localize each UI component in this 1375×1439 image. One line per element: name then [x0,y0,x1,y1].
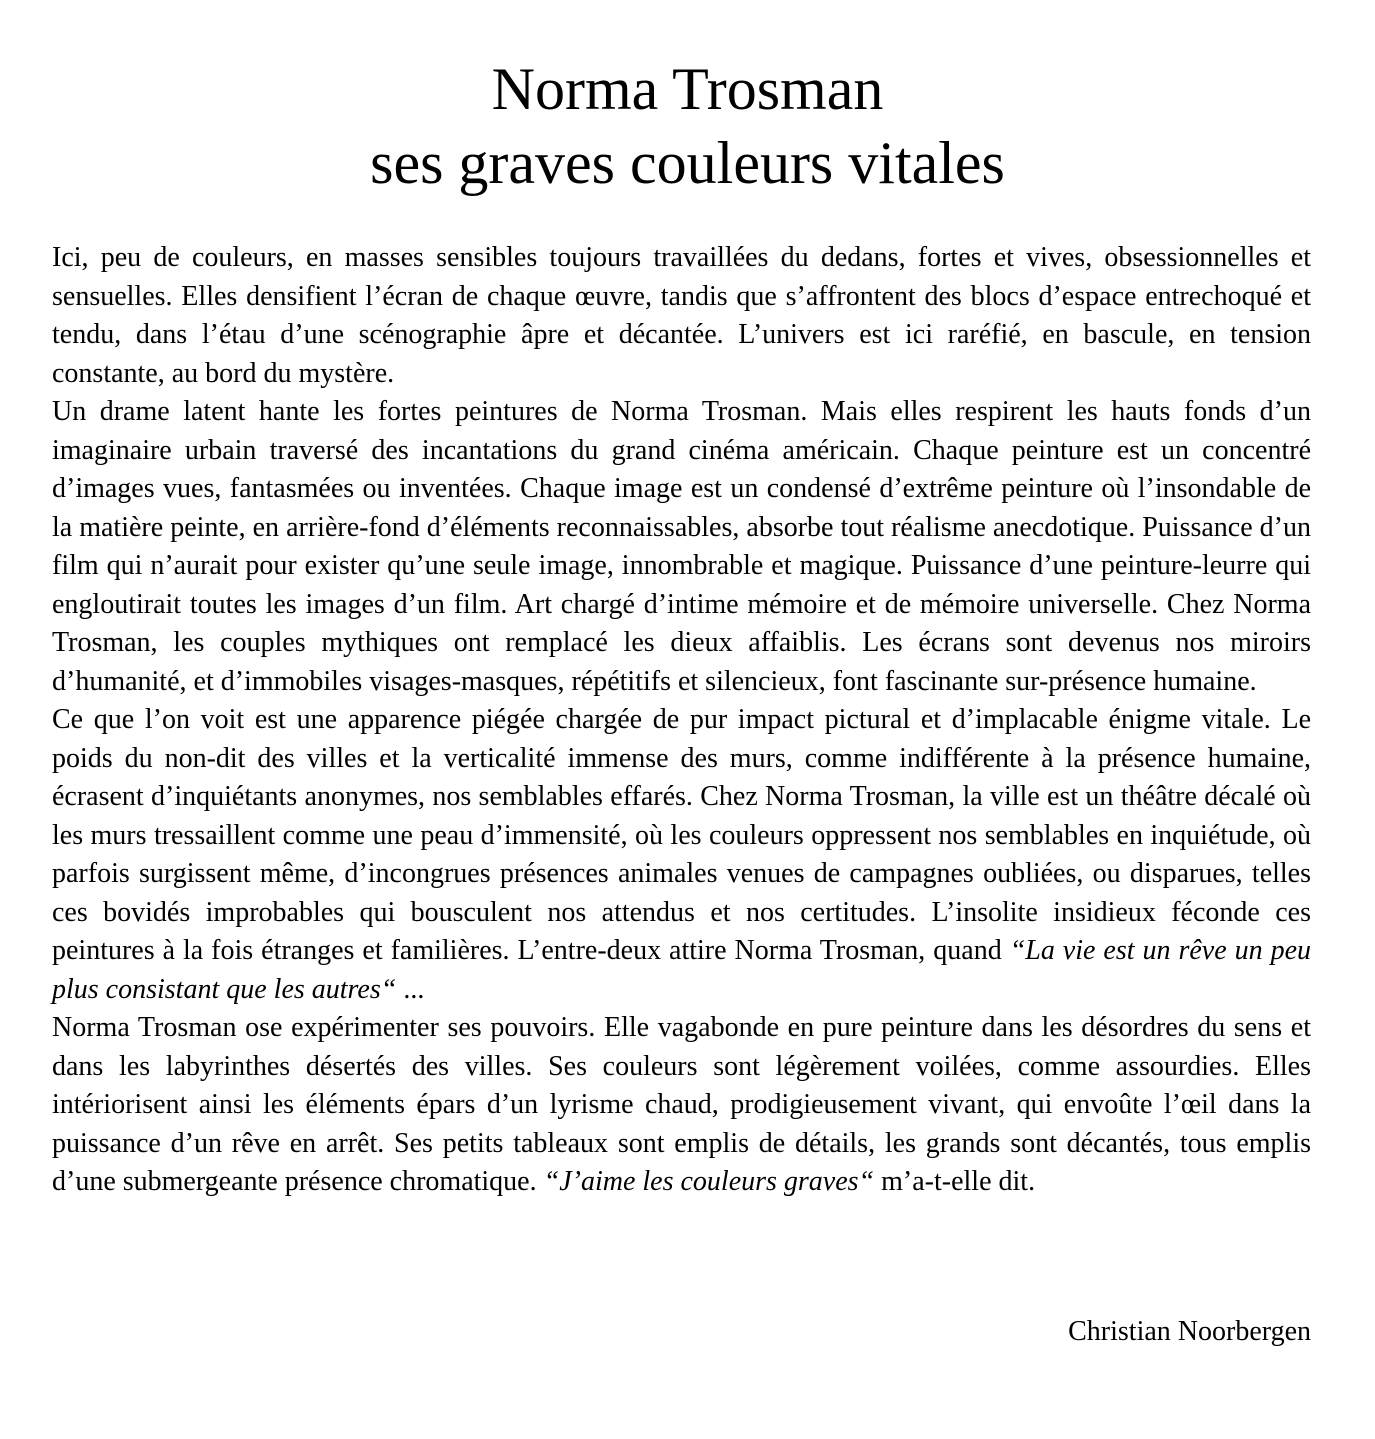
paragraph-4 [52,1009,1311,1202]
paragraph-4-text: Norma Trosman ose expérimenter ses pouvoirs. Elle vagabonde en pure peinture dans les désordres du sens et dans les labyrinthes désertés des villes. Ses couleurs sont légèrement voilées, comme assourdies. Elles intériorisent ainsi les éléments épars d’un lyrisme chaud, prodigieusement vivant, qui envoûte l’œil dans la puissance d’un rêve en arrêt. Ses petits tableaux sont emplis de détails, les grands sont décantés, tous emplis d’une submergeante présence chromatique. [52,1012,1311,1197]
paragraph-3-text: Ce que l’on voit est une apparence piégée chargée de pur impact pictural et d’implacable énigme vitale. Le poids du non-dit des villes et la verticalité immense des murs, comme indifférente à la présence humaine, écrasent d’inquiétants anonymes, nos semblables effarés. Chez Norma Trosman, la ville est un théâtre décalé où les murs tressaillent comme une peau d’immensité, où les couleurs oppressent nos semblables en inquiétude, où parfois surgissent même, d’incongrues présences animales venues de campagnes oubliées, ou disparues, telles ces bovidés improbables qui bousculent nos attendus et nos certitudes. L’insolite insidieux féconde ces peintures à la fois étranges et familières. L’entre-deux attire Norma Trosman, quand [52,704,1311,966]
paragraph-3 [52,701,1311,1009]
paragraph-3-after: ... [396,973,425,1005]
paragraph-2-text: Un drame latent hante les fortes peintures de Norma Trosman. Mais elles respirent les hauts fonds d’un imaginaire urbain traversé des incantations du grand cinéma américain. Chaque peinture est un concentré d’images vues, fantasmées ou inventées. Chaque image est un condensé d’extrême peinture où l’insondable de la matière peinte, en arrière-fond d’éléments reconnaissables, absorbe tout réalisme anecdotique. Puissance d’un film qui n’aurait pour exister qu’une seule image, innombrable et magique. Puissance d’une peinture-leurre qui engloutirait toutes les images d’un film. Art chargé d’intime mémoire et de mémoire universelle. Chez Norma Trosman, les couples mythiques ont remplacé les dieux affaiblis. Les écrans sont devenus nos miroirs d’humanité, et d’immobiles visages-masques, répétitifs et silencieux, font fascinante sur-présence humaine. [52,396,1311,697]
title-line-1: Norma Trosman [491,56,884,122]
paragraph-4-quote: “J’aime les couleurs graves“ [543,1166,875,1197]
page-title [0,52,1375,200]
article-body [52,239,1311,1202]
paragraph-1 [52,239,1311,393]
paragraph-1-text: Ici, peu de couleurs, en masses sensibles toujours travaillées du dedans, fortes et vives, obsessionnelles et sensuelles. Elles densifient l’écran de chaque œuvre, tandis que s’affrontent des blocs d’espace entrechoqué et tendu, dans l’étau d’une scénographie âpre et décantée. L’univers est ici raréfié, en bascule, en tension constante, au bord du mystère. [52,242,1311,389]
author-signature: Christian Noorbergen [1068,1316,1311,1347]
title-line-2: ses graves couleurs vitales [370,130,1005,196]
paragraph-4-after: m’a-t-elle dit. [874,1166,1036,1197]
paragraph-2 [52,393,1311,701]
paragraph-3-quote: “La vie est un rêve un peu plus consistant que les autres“ [52,935,1312,1005]
